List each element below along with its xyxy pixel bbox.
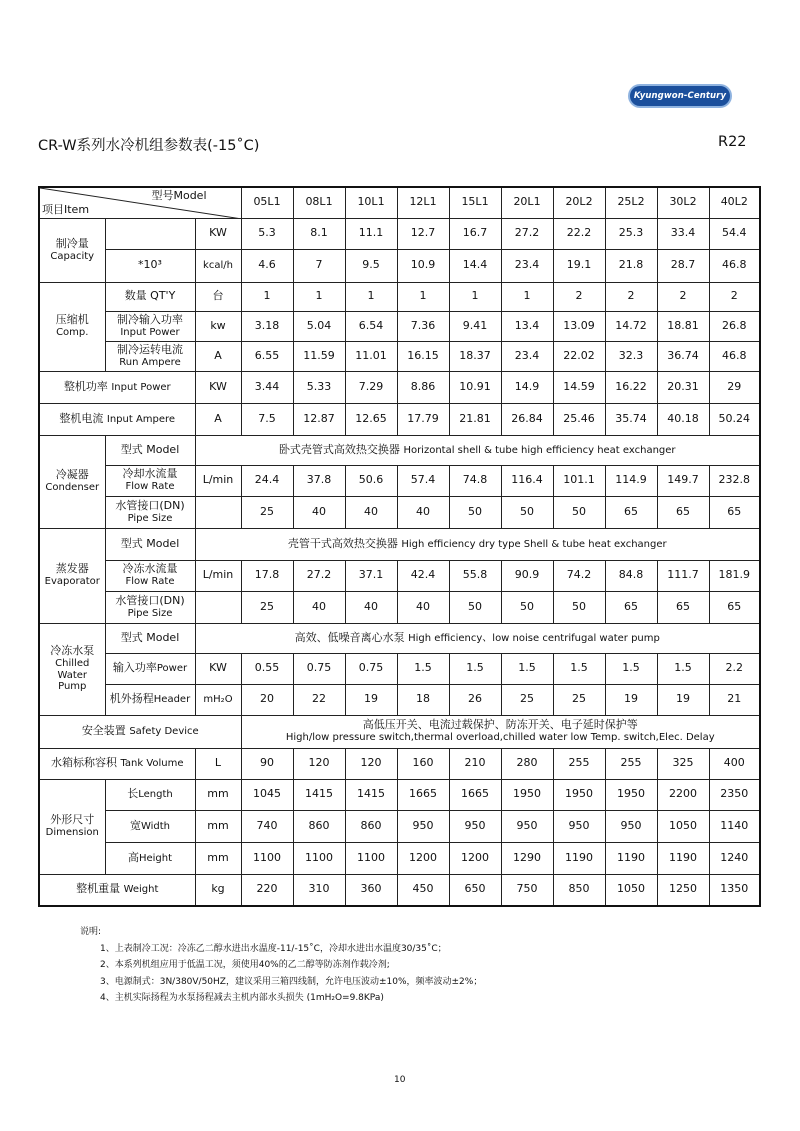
value-cell: 1045 [241,779,293,810]
value-cell: 65 [709,496,760,528]
value-cell: 1950 [553,779,605,810]
width-label: 宽Width [105,810,195,842]
condenser-label: 冷凝器 Condenser [39,435,105,528]
value-cell: 1.5 [553,653,605,684]
value-cell: 7.29 [345,371,397,403]
value-cell: 16.7 [449,218,501,249]
comp-ampere-label: 制冷运转电流 Run Ampere [105,341,195,371]
value-cell: 1665 [449,779,501,810]
safety-row [39,715,760,748]
value-cell: 12.7 [397,218,449,249]
value-cell: 160 [397,748,449,779]
value-cell: 46.8 [709,341,760,371]
pump-power-label: 输入功率Power [105,653,195,684]
value-cell: 21 [709,684,760,715]
value-cell: 74.2 [553,560,605,591]
page-number: 10 [394,1075,406,1085]
value-cell: 1250 [657,874,709,906]
header-row [39,187,760,218]
value-cell: 1200 [449,842,501,874]
value-cell: 1350 [709,874,760,906]
value-cell: 84.8 [605,560,657,591]
value-cell: 16.22 [605,371,657,403]
model-cell: 30L2 [657,187,709,218]
value-cell: 2.2 [709,653,760,684]
width-row [39,810,760,842]
value-cell: 860 [345,810,397,842]
value-cell: 1140 [709,810,760,842]
value-cell: 5.04 [293,311,345,341]
pump-power-row [39,653,760,684]
value-cell: 650 [449,874,501,906]
value-cell: 10.91 [449,371,501,403]
model-cell: 25L2 [605,187,657,218]
pump-label: 冷冻水泵 Chilled Water Pump [39,623,105,715]
value-cell: 13.09 [553,311,605,341]
value-cell: 2 [657,282,709,311]
value-cell: 22.02 [553,341,605,371]
condenser-model-row [39,435,760,465]
model-cell: 12L1 [397,187,449,218]
weight-label: 整机重量 Weight [39,874,195,906]
note-item: 2、本系列机组应用于低温工况，须使用40%的乙二醇等防冻剂作载冷剂; [100,960,390,970]
model-type-label: 型式 Model [105,623,195,653]
pump-model-row [39,623,760,653]
value-cell: 860 [293,810,345,842]
value-cell: 1 [293,282,345,311]
value-cell: 19 [605,684,657,715]
value-cell: 450 [397,874,449,906]
value-cell: 1100 [241,842,293,874]
value-cell: 25 [553,684,605,715]
spec-table [38,186,761,907]
pump-header-label: 机外扬程Header [105,684,195,715]
value-cell: 325 [657,748,709,779]
value-cell: 26.84 [501,403,553,435]
value-cell: 1190 [553,842,605,874]
value-cell: 40.18 [657,403,709,435]
condenser-pipe-label: 水管接口(DN) Pipe Size [105,496,195,528]
value-cell: 25 [501,684,553,715]
value-cell: 65 [709,591,760,623]
unit-cell: A [195,403,241,435]
value-cell: 1190 [605,842,657,874]
value-cell: 50 [553,591,605,623]
comp-power-row [39,311,760,341]
evaporator-flow-label: 冷冻水流量 Flow Rate [105,560,195,591]
value-cell: 12.65 [345,403,397,435]
safety-desc: 高低压开关、电流过载保护、防冻开关、电子延时保护等 High/low pressure switch,thermal overload,chilled water low Temp. switch,Elec. Delay [241,715,760,748]
input-ampere-label: 整机电流 Input Ampere [39,403,195,435]
value-cell: 1 [449,282,501,311]
value-cell: 18.81 [657,311,709,341]
value-cell: 57.4 [397,465,449,496]
value-cell: 50 [449,496,501,528]
model-cell: 15L1 [449,187,501,218]
note-item: 4、主机实际扬程为水泵扬程减去主机内部水头损失 (1mH₂O=9.8KPa) [100,993,384,1003]
value-cell: 90 [241,748,293,779]
value-cell: 18.37 [449,341,501,371]
value-cell: 40 [345,496,397,528]
value-cell: 120 [345,748,397,779]
value-cell: 1950 [605,779,657,810]
comp-qty-row [39,282,760,311]
pump-header-row [39,684,760,715]
model-cell: 08L1 [293,187,345,218]
value-cell: 14.59 [553,371,605,403]
value-cell: 11.01 [345,341,397,371]
value-cell: 10.9 [397,249,449,282]
value-cell: 50 [449,591,501,623]
value-cell: 360 [345,874,397,906]
unit-cell: L [195,748,241,779]
value-cell: 22.2 [553,218,605,249]
value-cell: 40 [293,591,345,623]
value-cell: 17.79 [397,403,449,435]
value-cell: 1240 [709,842,760,874]
value-cell: 50 [501,496,553,528]
value-cell: 7 [293,249,345,282]
value-cell: 22 [293,684,345,715]
value-cell: 40 [293,496,345,528]
tank-label: 水箱标称容积 Tank Volume [39,748,195,779]
value-cell: 1.5 [397,653,449,684]
brand-logo [628,84,732,108]
condenser-pipe-row [39,496,760,528]
value-cell: 37.8 [293,465,345,496]
value-cell: 1200 [397,842,449,874]
value-cell: 1 [345,282,397,311]
value-cell: 1950 [501,779,553,810]
value-cell: 1415 [345,779,397,810]
value-cell: 120 [293,748,345,779]
value-cell: 50.24 [709,403,760,435]
evaporator-model-row [39,528,760,560]
value-cell: 65 [605,496,657,528]
notes [80,924,482,1007]
value-cell: 40 [397,591,449,623]
value-cell: 3.44 [241,371,293,403]
capacity-kw-row [39,218,760,249]
unit-cell: KW [195,218,241,249]
value-cell: 2200 [657,779,709,810]
value-cell: 5.3 [241,218,293,249]
tank-row [39,748,760,779]
value-cell: 1100 [293,842,345,874]
value-cell: 114.9 [605,465,657,496]
value-cell: 65 [605,591,657,623]
value-cell: 310 [293,874,345,906]
value-cell: 50 [501,591,553,623]
value-cell: 8.86 [397,371,449,403]
dimension-label: 外形尺寸 Dimension [39,779,105,874]
value-cell: 3.18 [241,311,293,341]
model-cell: 40L2 [709,187,760,218]
value-cell: 750 [501,874,553,906]
value-cell: 400 [709,748,760,779]
unit-cell: A [195,341,241,371]
value-cell: 14.9 [501,371,553,403]
capacity-kcal-row [39,249,760,282]
value-cell: 35.74 [605,403,657,435]
value-cell: 25 [241,591,293,623]
value-cell: 27.2 [501,218,553,249]
value-cell: 1050 [657,810,709,842]
evaporator-flow-row [39,560,760,591]
value-cell: 54.4 [709,218,760,249]
value-cell: 181.9 [709,560,760,591]
value-cell: 14.72 [605,311,657,341]
value-cell: 19 [657,684,709,715]
value-cell: 28.7 [657,249,709,282]
value-cell: 6.54 [345,311,397,341]
model-type-label: 型式 Model [105,435,195,465]
value-cell: 1.5 [449,653,501,684]
value-cell: 55.8 [449,560,501,591]
notes-title: 说明: [80,927,102,937]
value-cell: 950 [397,810,449,842]
height-row [39,842,760,874]
value-cell: 1415 [293,779,345,810]
value-cell: 40 [397,496,449,528]
value-cell: 116.4 [501,465,553,496]
unit-cell: 台 [195,282,241,311]
value-cell: 1.5 [605,653,657,684]
value-cell: 950 [553,810,605,842]
value-cell: 149.7 [657,465,709,496]
value-cell: 255 [605,748,657,779]
value-cell: 950 [605,810,657,842]
value-cell: 32.3 [605,341,657,371]
value-cell: 740 [241,810,293,842]
value-cell: 101.1 [553,465,605,496]
value-cell: 40 [345,591,397,623]
evaporator-pipe-row [39,591,760,623]
value-cell: 2350 [709,779,760,810]
value-cell: 36.74 [657,341,709,371]
value-cell: 74.8 [449,465,501,496]
value-cell: 850 [553,874,605,906]
value-cell: 20.31 [657,371,709,403]
value-cell: 13.4 [501,311,553,341]
value-cell: 90.9 [501,560,553,591]
value-cell: 2 [553,282,605,311]
value-cell: 21.81 [449,403,501,435]
value-cell: 950 [501,810,553,842]
value-cell: 8.1 [293,218,345,249]
value-cell: 1 [501,282,553,311]
value-cell: 2 [605,282,657,311]
value-cell: 9.5 [345,249,397,282]
pump-model-desc: 高效、低噪音离心水泵 High efficiency、low noise centrifugal water pump [195,623,760,653]
unit-cell: kg [195,874,241,906]
value-cell: 1100 [345,842,397,874]
value-cell: 280 [501,748,553,779]
unit-cell: kw [195,311,241,341]
value-cell: 7.36 [397,311,449,341]
value-cell: 9.41 [449,311,501,341]
value-cell: 23.4 [501,249,553,282]
item-header: 项目Item [42,202,90,216]
unit-cell: mm [195,779,241,810]
refrigerant-label: R22 [718,134,747,150]
value-cell: 4.6 [241,249,293,282]
evaporator-label: 蒸发器 Evaporator [39,528,105,623]
value-cell: 23.4 [501,341,553,371]
value-cell: 1 [241,282,293,311]
unit-cell: L/min [195,465,241,496]
unit-cell: mm [195,810,241,842]
value-cell: 25.3 [605,218,657,249]
condenser-flow-label: 冷却水流量 Flow Rate [105,465,195,496]
value-cell: 7.5 [241,403,293,435]
value-cell: 25.46 [553,403,605,435]
value-cell: 46.8 [709,249,760,282]
weight-row [39,874,760,906]
value-cell: 220 [241,874,293,906]
note-item: 3、电源制式：3N/380V/50HZ，建议采用三箱四线制，允许电压波动±10%，频率波动±2%； [100,976,483,987]
kcal-label: *10³ [105,249,195,282]
value-cell: 1.5 [501,653,553,684]
value-cell: 0.55 [241,653,293,684]
input-power-label: 整机功率 Input Power [39,371,195,403]
value-cell: 50.6 [345,465,397,496]
value-cell: 14.4 [449,249,501,282]
value-cell: 1665 [397,779,449,810]
comp-power-label: 制冷输入功率 Input Power [105,311,195,341]
value-cell: 11.1 [345,218,397,249]
value-cell: 1190 [657,842,709,874]
value-cell: 0.75 [345,653,397,684]
note-item: 1、上表制冷工况：冷冻乙二醇水进出水温度-11/-15˚C，冷却水进出水温度30/35˚C； [100,943,447,954]
value-cell: 111.7 [657,560,709,591]
condenser-model-desc: 卧式壳管式高效热交换器 Horizontal shell & tube high efficiency heat exchanger [195,435,760,465]
value-cell: 6.55 [241,341,293,371]
logo-text: Kyungwon-Century [633,91,727,101]
input-power-row [39,371,760,403]
value-cell: 50 [553,496,605,528]
evaporator-model-desc: 壳管干式高效热交换器 High efficiency dry type Shell & tube heat exchanger [195,528,760,560]
value-cell: 210 [449,748,501,779]
page-title: CR-W系列水冷机组参数表(-15˚C) [38,138,260,154]
value-cell: 33.4 [657,218,709,249]
value-cell: 16.15 [397,341,449,371]
value-cell: 18 [397,684,449,715]
unit-cell: KW [195,371,241,403]
model-cell: 10L1 [345,187,397,218]
value-cell: 25 [241,496,293,528]
unit-cell: KW [195,653,241,684]
value-cell: 950 [449,810,501,842]
value-cell: 2 [709,282,760,311]
value-cell: 11.59 [293,341,345,371]
comp-label: 压缩机 Comp. [39,282,105,371]
unit-cell: mH₂O [195,684,241,715]
value-cell: 27.2 [293,560,345,591]
value-cell: 26.8 [709,311,760,341]
length-label: 长Length [105,779,195,810]
value-cell: 1 [397,282,449,311]
value-cell: 26 [449,684,501,715]
value-cell: 19 [345,684,397,715]
value-cell: 1050 [605,874,657,906]
evaporator-pipe-label: 水管接口(DN) Pipe Size [105,591,195,623]
value-cell: 1.5 [657,653,709,684]
unit-cell: kcal/h [195,249,241,282]
model-header: 型号Model [151,189,207,203]
value-cell: 65 [657,496,709,528]
value-cell: 17.8 [241,560,293,591]
safety-label: 安全装置 Safety Device [39,715,241,748]
value-cell: 5.33 [293,371,345,403]
model-cell: 05L1 [241,187,293,218]
height-label: 高Height [105,842,195,874]
comp-ampere-row [39,341,760,371]
value-cell: 12.87 [293,403,345,435]
value-cell: 232.8 [709,465,760,496]
value-cell: 42.4 [397,560,449,591]
length-row [39,779,760,810]
value-cell: 19.1 [553,249,605,282]
model-cell: 20L1 [501,187,553,218]
value-cell: 21.8 [605,249,657,282]
value-cell: 24.4 [241,465,293,496]
unit-cell: L/min [195,560,241,591]
condenser-flow-row [39,465,760,496]
value-cell: 29 [709,371,760,403]
value-cell: 20 [241,684,293,715]
input-ampere-row [39,403,760,435]
unit-cell: mm [195,842,241,874]
value-cell: 1290 [501,842,553,874]
qty-label: 数量 QT'Y [105,282,195,311]
value-cell: 65 [657,591,709,623]
model-cell: 20L2 [553,187,605,218]
value-cell: 0.75 [293,653,345,684]
capacity-label: 制冷量 Capacity [39,218,105,282]
model-type-label: 型式 Model [105,528,195,560]
value-cell: 37.1 [345,560,397,591]
value-cell: 255 [553,748,605,779]
